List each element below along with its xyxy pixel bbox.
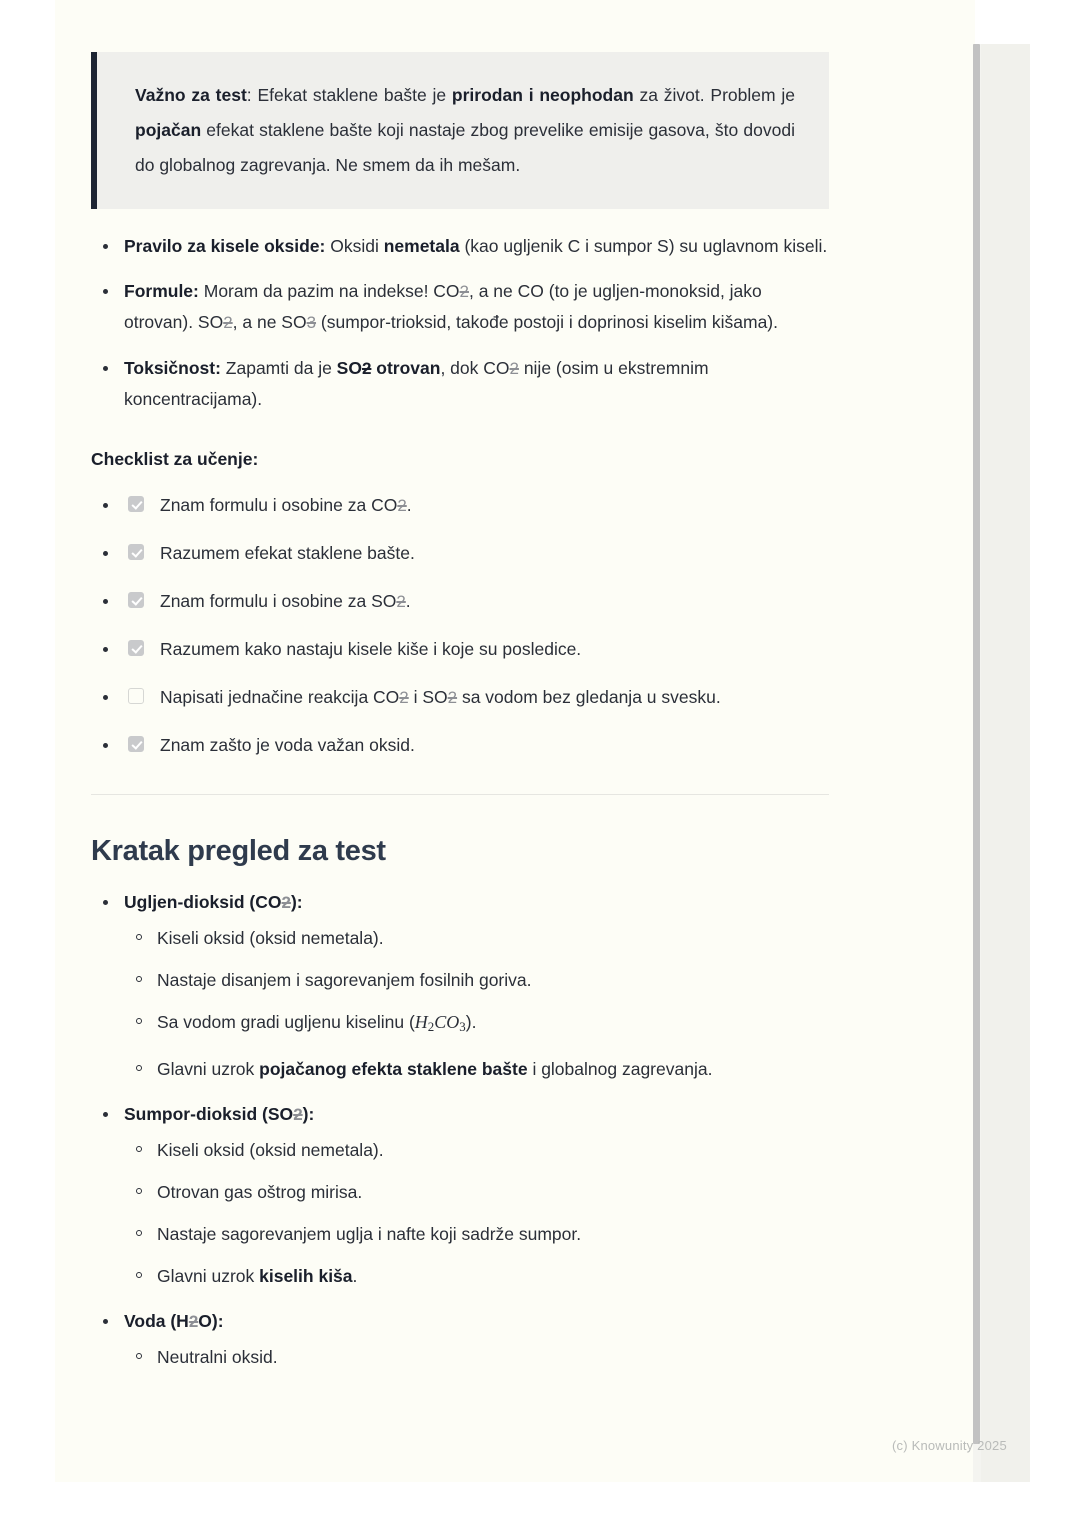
checklist-item-label (160, 492, 829, 519)
review-point (124, 1008, 829, 1041)
checklist-title: Checklist za učenje: (91, 449, 259, 469)
review-group-name-1: Voda (H (124, 1311, 189, 1332)
checklist-text-1: Znam zašto je voda važan oksid. (160, 735, 415, 755)
review-point: Kiseli oksid (oksid nemetala). (124, 924, 829, 952)
review-group-name-2: O): (198, 1311, 224, 1332)
callout-seg-2: za život. Problem je (633, 85, 796, 105)
subscript-digit: 2 (281, 893, 291, 912)
note-bold-1: nemetala (383, 236, 460, 256)
review-sublist (124, 924, 829, 1083)
document-content (91, 0, 829, 1387)
subscript-digit: 2 (399, 688, 409, 707)
review-group-name-1: Ugljen-dioksid (CO (124, 892, 282, 912)
review-point: Kiseli oksid (oksid nemetala). (124, 1136, 829, 1164)
checklist-item[interactable] (91, 588, 829, 615)
checkbox-checked-icon[interactable] (128, 640, 144, 656)
review-group-co2 (91, 887, 829, 1083)
subscript-digit: 2 (396, 592, 406, 611)
checklist-item[interactable] (91, 636, 829, 663)
section-divider (91, 794, 829, 795)
checklist-text-2: . (406, 495, 412, 515)
callout-label: Važno za test (135, 85, 247, 105)
review-point: Nastaje sagorevanjem uglja i nafte koji sadrže sumpor. (124, 1220, 829, 1248)
review-point: Nastaje disanjem i sagorevanjem fosilnih goriva. (124, 966, 829, 994)
review-point (124, 1055, 829, 1083)
review-list (91, 887, 829, 1371)
review-point-text-1: Sa vodom gradi ugljenu kiselinu ( (157, 1012, 415, 1032)
checklist-item-label (160, 636, 829, 663)
note-bold-1: SO (336, 358, 362, 378)
callout-bold-1: prirodan i neophodan (451, 85, 634, 105)
vertical-scrollbar-thumb[interactable] (973, 44, 980, 1444)
checklist-item-label (160, 540, 829, 567)
note-seg-2: , a ne CO (to je ugljen-monoksid, jako otrovan). SO (124, 281, 762, 332)
note-item-toxicity (91, 353, 829, 414)
callout-seg-3: efekat staklene bašte koji nastaje zbog prevelike emisije gasova, što dovodi do globalnog zagrevanja. Ne smem da ih mešam. (135, 120, 795, 175)
note-item-formulas (91, 276, 829, 338)
subscript-digit: 2 (188, 1312, 199, 1332)
checklist-item[interactable] (91, 492, 829, 519)
review-group-name-2: ): (302, 1104, 315, 1125)
callout-paragraph (135, 78, 795, 183)
notes-list (91, 231, 829, 414)
checklist-item-label (160, 684, 829, 711)
checklist-text-2: i SO (408, 687, 448, 707)
checkbox-checked-icon[interactable] (128, 736, 144, 752)
checkbox-checked-icon[interactable] (128, 496, 144, 512)
note-seg-1: Zapamti da je (220, 358, 337, 378)
math-formula-h2co3: $H_2CO_3$ (414, 1012, 466, 1035)
note-lead: Pravilo za kisele okside: (124, 236, 326, 256)
review-point-text-2: . (352, 1266, 358, 1287)
page-title: Kratak pregled za test (91, 835, 386, 867)
page-right-gutter (981, 44, 1030, 1482)
note-lead: Formule: (124, 281, 199, 301)
note-seg-2: (kao ugljenik C i sumpor S) su uglavnom kiseli. (459, 236, 828, 256)
subscript-digit: 2 (509, 359, 519, 378)
note-seg-2: , dok CO (440, 358, 510, 378)
review-group-name-1: Sumpor-dioksid (SO (124, 1104, 294, 1125)
review-point-text-2: ). (465, 1012, 477, 1032)
review-sublist (124, 1136, 829, 1290)
review-group-so2 (91, 1099, 829, 1290)
review-point: Otrovan gas oštrog mirisa. (124, 1178, 829, 1206)
checklist-text-2: . (405, 591, 411, 611)
important-callout (91, 52, 829, 209)
note-seg-1: Oksidi (325, 236, 384, 256)
review-point: Neutralni oksid. (124, 1343, 829, 1371)
review-group-h2o (91, 1306, 829, 1371)
checklist-text-3: sa vodom bez gledanja u svesku. (457, 687, 721, 707)
checklist (91, 492, 829, 759)
checklist-item-label (160, 588, 829, 615)
checklist-text-1: Znam formulu i osobine za SO (160, 591, 397, 611)
checklist-item[interactable] (91, 732, 829, 759)
callout-bold-2: pojačan (135, 120, 202, 140)
note-item-rule (91, 231, 829, 261)
review-point-text-2: i globalnog zagrevanja. (527, 1059, 713, 1080)
note-lead: Toksičnost: (124, 358, 221, 378)
subscript-digit: 2 (447, 688, 458, 707)
note-seg-4: (sumpor-trioksid, takođe postoji i doprinosi kiselim kišama). (316, 312, 778, 332)
subscript-digit: 2 (223, 313, 233, 332)
review-point-text-1: Glavni uzrok (157, 1059, 260, 1080)
review-point (124, 1262, 829, 1290)
note-seg-1: Moram da pazim na indekse! CO (198, 281, 460, 301)
review-point-bold: pojačanog efekta staklene bašte (259, 1059, 528, 1080)
subscript-digit: 2 (293, 1105, 303, 1125)
checklist-item-label (160, 732, 829, 759)
note-bold-2: otrovan (371, 358, 441, 378)
subscript-digit: 2 (459, 282, 469, 301)
checkbox-checked-icon[interactable] (128, 544, 144, 560)
review-sublist (124, 1343, 829, 1371)
subscript-digit: 2 (397, 496, 407, 515)
checklist-item[interactable] (91, 540, 829, 567)
watermark: (c) Knowunity 2025 (892, 1438, 1007, 1453)
note-seg-3: nije (osim u ekstremnim koncentracijama). (124, 358, 709, 409)
checkbox-unchecked-icon[interactable] (128, 688, 144, 704)
checklist-text-1: Napisati jednačine reakcija CO (160, 687, 400, 707)
callout-seg-1: : Efekat staklene bašte je (246, 85, 452, 105)
checklist-text-1: Razumem efekat staklene bašte. (160, 543, 415, 563)
note-seg-3: , a ne SO (232, 312, 307, 332)
review-point-bold: kiselih kiša (259, 1266, 353, 1287)
review-group-name-2: ): (290, 892, 303, 912)
subscript-digit: 2 (361, 359, 372, 378)
review-point-text-1: Glavni uzrok (157, 1266, 260, 1287)
subscript-digit: 3 (306, 313, 317, 332)
checklist-text-1: Znam formulu i osobine za CO (160, 495, 398, 515)
checklist-item[interactable] (91, 684, 829, 711)
checkbox-checked-icon[interactable] (128, 592, 144, 608)
checklist-text-1: Razumem kako nastaju kisele kiše i koje su posledice. (160, 639, 582, 659)
